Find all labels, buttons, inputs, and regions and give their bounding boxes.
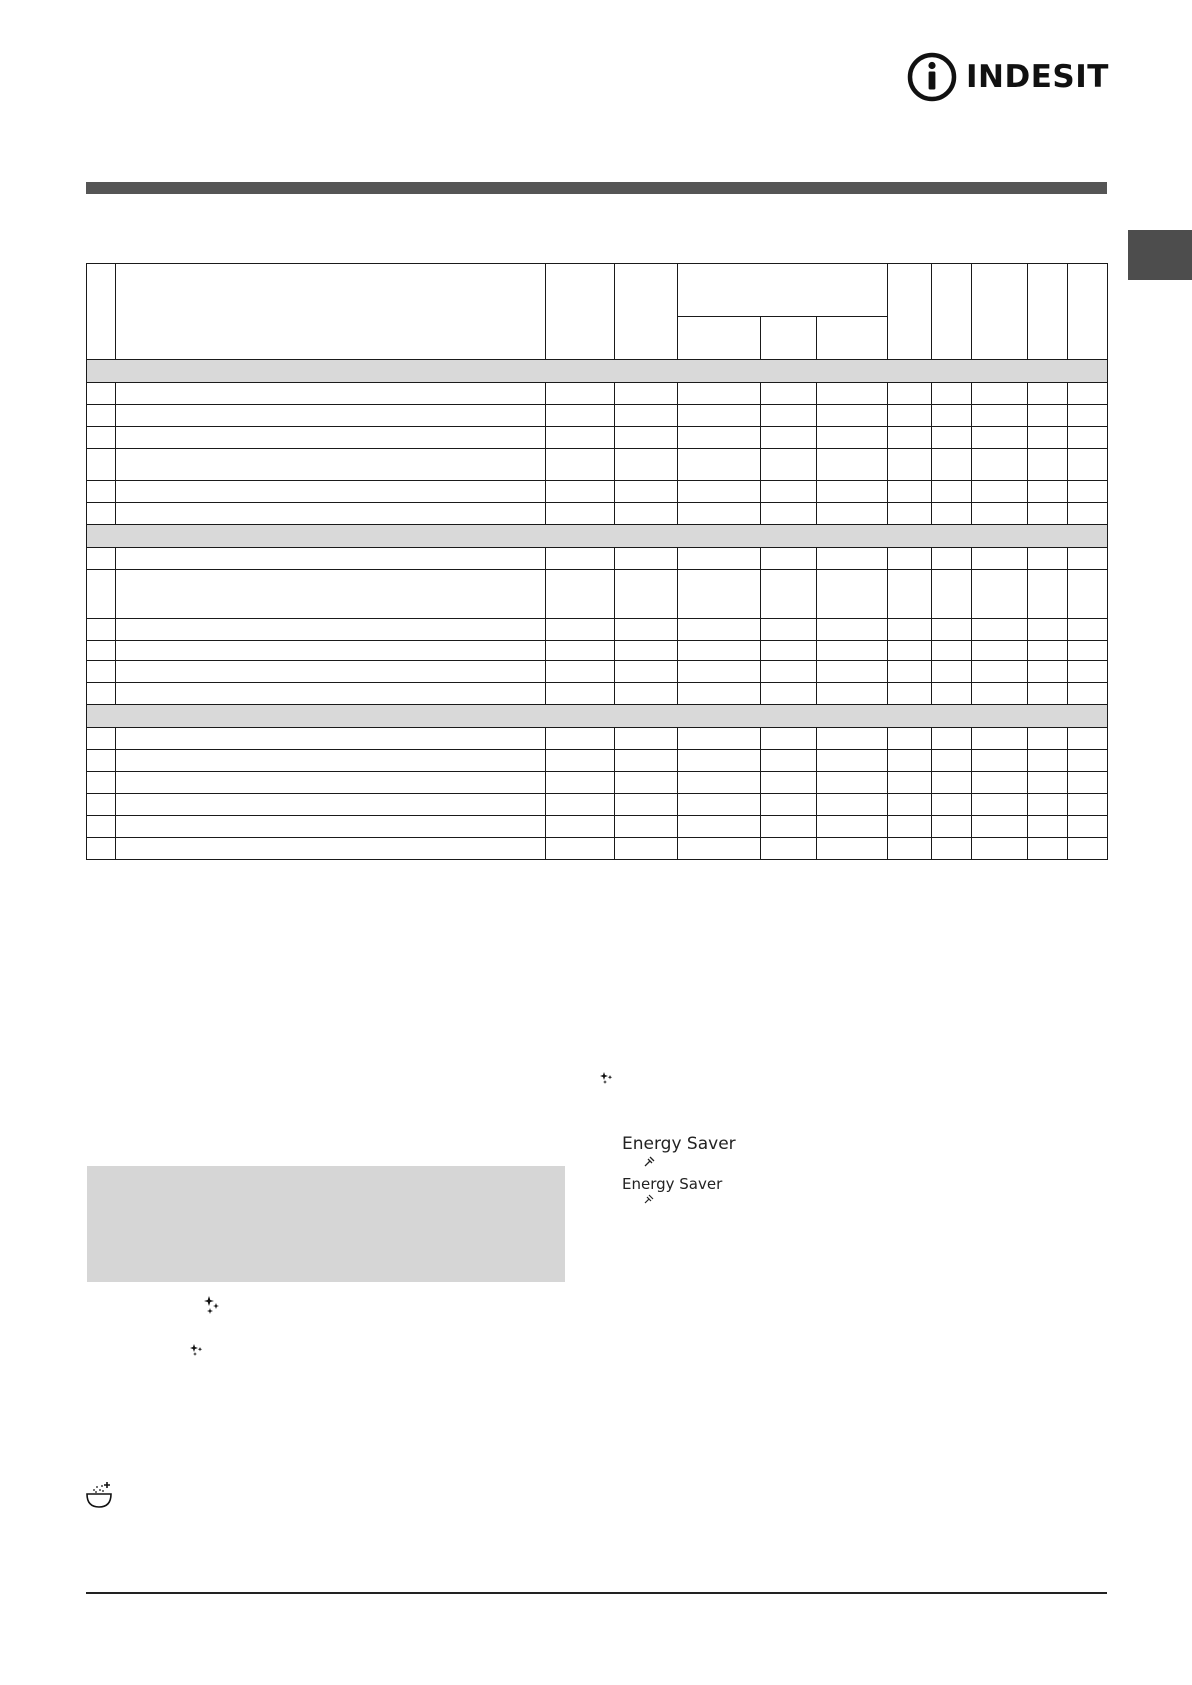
table-cell	[888, 772, 932, 794]
table-row	[87, 794, 1108, 816]
table-row	[87, 481, 1108, 503]
table-cell	[761, 750, 817, 772]
table-cell	[678, 816, 761, 838]
table-cell	[1068, 427, 1108, 449]
table-cell	[761, 548, 817, 570]
table-cell	[615, 661, 678, 683]
table-row	[87, 772, 1108, 794]
table-cell	[817, 449, 888, 481]
plug-leaf-icon	[642, 1153, 668, 1169]
table-cell	[615, 548, 678, 570]
table-cell	[116, 548, 546, 570]
table-cell	[116, 728, 546, 750]
table-cell	[116, 838, 546, 860]
table-cell	[761, 383, 817, 405]
table-cell	[87, 503, 116, 525]
table-cell	[615, 503, 678, 525]
energy-saver-logo-large	[622, 1136, 736, 1169]
table-cell	[972, 728, 1028, 750]
table-cell	[615, 427, 678, 449]
table-cell	[888, 816, 932, 838]
table-cell	[1028, 383, 1068, 405]
table-cell	[546, 661, 615, 683]
table-row	[87, 548, 1108, 570]
table-cell	[932, 683, 972, 705]
header-cell-load	[888, 264, 932, 360]
table-cell	[116, 816, 546, 838]
table-cell	[1028, 570, 1068, 619]
energy-saver-label: Energy Saver	[622, 1134, 736, 1154]
table-cell	[546, 728, 615, 750]
table-cell	[678, 728, 761, 750]
table-cell	[615, 641, 678, 661]
table-cell	[888, 683, 932, 705]
table-cell	[546, 794, 615, 816]
table-cell	[546, 838, 615, 860]
table-cell	[615, 816, 678, 838]
brand-name: INDESIT	[966, 58, 1109, 95]
table-header-row	[87, 264, 1108, 317]
table-cell	[932, 570, 972, 619]
table-cell	[817, 772, 888, 794]
table-cell	[817, 750, 888, 772]
energy-saver-label: Energy Saver	[622, 1175, 723, 1193]
table-cell	[1028, 816, 1068, 838]
table-cell	[817, 816, 888, 838]
header-cell-duration	[1068, 264, 1108, 360]
table-cell	[87, 728, 116, 750]
table-cell	[761, 794, 817, 816]
indesit-i-logo-icon	[906, 51, 958, 103]
table-cell	[932, 772, 972, 794]
table-cell	[116, 383, 546, 405]
table-cell	[87, 661, 116, 683]
table-section-row	[87, 705, 1108, 728]
table-cell	[116, 503, 546, 525]
table-cell	[87, 772, 116, 794]
table-cell	[615, 619, 678, 641]
table-row	[87, 383, 1108, 405]
table-cell	[817, 570, 888, 619]
table-row	[87, 427, 1108, 449]
table-cell	[972, 503, 1028, 525]
table-row	[87, 661, 1108, 683]
table-cell	[87, 838, 116, 860]
table-cell	[888, 641, 932, 661]
table-cell	[615, 449, 678, 481]
programme-table	[86, 263, 1108, 860]
table-cell	[1028, 481, 1068, 503]
table-cell	[972, 772, 1028, 794]
table-cell	[87, 750, 116, 772]
plug-leaf-icon	[642, 1192, 666, 1206]
table-cell	[932, 481, 972, 503]
table-cell	[1028, 619, 1068, 641]
table-cell	[761, 427, 817, 449]
table-cell	[761, 570, 817, 619]
table-cell	[678, 661, 761, 683]
brand-logo	[906, 50, 1109, 104]
stain-sparkle-icon	[203, 1295, 221, 1315]
table-cell	[1068, 548, 1108, 570]
table-cell	[761, 641, 817, 661]
table-cell	[761, 683, 817, 705]
table-cell	[87, 449, 116, 481]
table-cell	[932, 427, 972, 449]
table-cell	[116, 661, 546, 683]
table-cell	[888, 728, 932, 750]
table-cell	[615, 794, 678, 816]
table-cell	[932, 661, 972, 683]
table-cell	[1068, 838, 1108, 860]
table-cell	[1028, 641, 1068, 661]
table-body	[87, 360, 1108, 860]
table-cell	[546, 570, 615, 619]
table-cell	[817, 548, 888, 570]
table-cell	[932, 503, 972, 525]
table-cell	[888, 794, 932, 816]
table-cell	[1068, 503, 1108, 525]
table-cell	[761, 481, 817, 503]
table-cell	[932, 405, 972, 427]
table-cell	[1068, 570, 1108, 619]
header-cell-water	[1028, 264, 1068, 360]
table-cell	[817, 683, 888, 705]
note-box	[87, 1166, 565, 1282]
table-cell	[87, 481, 116, 503]
table-cell	[817, 794, 888, 816]
table-cell	[932, 816, 972, 838]
table-cell	[932, 641, 972, 661]
table-cell	[116, 641, 546, 661]
table-cell	[1068, 750, 1108, 772]
table-cell	[932, 838, 972, 860]
table-cell	[1028, 661, 1068, 683]
table-cell	[1068, 794, 1108, 816]
section-cell	[87, 525, 1108, 548]
table-cell	[761, 661, 817, 683]
table-cell	[546, 816, 615, 838]
table-cell	[87, 794, 116, 816]
table-cell	[546, 683, 615, 705]
table-row	[87, 750, 1108, 772]
table-cell	[932, 728, 972, 750]
table-cell	[1028, 405, 1068, 427]
table-cell	[1028, 838, 1068, 860]
table-cell	[1068, 683, 1108, 705]
table-cell	[87, 427, 116, 449]
table-row	[87, 503, 1108, 525]
header-cell-residual-humidity	[932, 264, 972, 360]
table-cell	[888, 619, 932, 641]
table-cell	[817, 427, 888, 449]
section-cell	[87, 360, 1108, 383]
table-cell	[932, 619, 972, 641]
table-cell	[678, 619, 761, 641]
table-cell	[761, 449, 817, 481]
table-cell	[1028, 772, 1068, 794]
table-cell	[546, 383, 615, 405]
table-cell	[116, 405, 546, 427]
table-cell	[761, 772, 817, 794]
table-row	[87, 405, 1108, 427]
table-cell	[678, 772, 761, 794]
table-cell	[888, 449, 932, 481]
table-cell	[615, 405, 678, 427]
table-cell	[761, 816, 817, 838]
table-cell	[678, 481, 761, 503]
table-cell	[87, 641, 116, 661]
table-cell	[972, 661, 1028, 683]
table-cell	[87, 619, 116, 641]
table-cell	[888, 383, 932, 405]
table-cell	[888, 405, 932, 427]
table-cell	[972, 383, 1028, 405]
energy-saver-logo-small	[622, 1177, 722, 1206]
table-cell	[972, 794, 1028, 816]
table-cell	[972, 548, 1028, 570]
table-cell	[972, 683, 1028, 705]
table-cell	[761, 838, 817, 860]
table-row	[87, 816, 1108, 838]
table-cell	[615, 570, 678, 619]
table-row	[87, 449, 1108, 481]
table-cell	[932, 548, 972, 570]
table-cell	[678, 427, 761, 449]
header-cell-energy	[972, 264, 1028, 360]
table-row	[87, 838, 1108, 860]
table-cell	[1068, 619, 1108, 641]
detergent-bowl-icon	[84, 1480, 114, 1510]
table-cell	[888, 570, 932, 619]
table-cell	[116, 570, 546, 619]
table-cell	[678, 570, 761, 619]
table-cell	[116, 750, 546, 772]
table-cell	[615, 383, 678, 405]
table-cell	[888, 750, 932, 772]
table-cell	[932, 449, 972, 481]
table-cell	[1028, 449, 1068, 481]
table-cell	[546, 619, 615, 641]
table-cell	[678, 548, 761, 570]
table-cell	[817, 619, 888, 641]
table-cell	[761, 728, 817, 750]
table-cell	[1068, 641, 1108, 661]
table-cell	[546, 750, 615, 772]
table-cell	[1068, 449, 1108, 481]
footer-rule	[86, 1592, 1107, 1594]
table-cell	[546, 641, 615, 661]
header-bar	[86, 182, 1107, 194]
table-cell	[1028, 750, 1068, 772]
header-cell-temperature	[546, 264, 615, 360]
table-cell	[817, 641, 888, 661]
table-cell	[678, 641, 761, 661]
table-cell	[116, 683, 546, 705]
table-row	[87, 619, 1108, 641]
subheader-cell-prewash	[678, 317, 761, 360]
table-section-row	[87, 525, 1108, 548]
table-cell	[1028, 427, 1068, 449]
table-cell	[87, 383, 116, 405]
header-cell-programme	[116, 264, 546, 360]
table-cell	[1068, 772, 1108, 794]
table-cell	[972, 641, 1028, 661]
table-cell	[546, 481, 615, 503]
table-cell	[116, 427, 546, 449]
table-row	[87, 570, 1108, 619]
table-cell	[615, 481, 678, 503]
table-cell	[817, 838, 888, 860]
table-cell	[761, 503, 817, 525]
table-cell	[1068, 661, 1108, 683]
table-cell	[1068, 481, 1108, 503]
table-cell	[116, 619, 546, 641]
table-cell	[678, 405, 761, 427]
table-cell	[678, 449, 761, 481]
table-cell	[761, 619, 817, 641]
table-cell	[615, 772, 678, 794]
table-cell	[761, 405, 817, 427]
table-cell	[1028, 683, 1068, 705]
table-cell	[116, 772, 546, 794]
table-cell	[932, 750, 972, 772]
table-cell	[972, 481, 1028, 503]
table-cell	[817, 661, 888, 683]
table-cell	[116, 794, 546, 816]
table-cell	[546, 405, 615, 427]
table-cell	[615, 683, 678, 705]
table-cell	[888, 427, 932, 449]
table-cell	[1068, 383, 1108, 405]
table-cell	[546, 427, 615, 449]
table-cell	[972, 570, 1028, 619]
table-cell	[817, 728, 888, 750]
table-cell	[972, 449, 1028, 481]
table-cell	[1068, 728, 1108, 750]
table-cell	[678, 750, 761, 772]
table-section-row	[87, 360, 1108, 383]
table-cell	[817, 503, 888, 525]
table-cell	[615, 750, 678, 772]
table-cell	[932, 794, 972, 816]
table-cell	[1028, 548, 1068, 570]
table-cell	[87, 405, 116, 427]
table-cell	[972, 405, 1028, 427]
table-row	[87, 641, 1108, 661]
table-cell	[546, 449, 615, 481]
table-cell	[678, 503, 761, 525]
table-cell	[972, 838, 1028, 860]
table-cell	[972, 816, 1028, 838]
table-cell	[87, 816, 116, 838]
table-cell	[972, 619, 1028, 641]
table-cell	[546, 772, 615, 794]
table-cell	[1068, 405, 1108, 427]
subheader-cell-wash	[761, 317, 817, 360]
table-cell	[116, 481, 546, 503]
header-cell-spin	[615, 264, 678, 360]
table-cell	[888, 481, 932, 503]
stain-sparkle-icon	[600, 1071, 614, 1085]
table-cell	[116, 449, 546, 481]
table-cell	[817, 383, 888, 405]
table-row	[87, 683, 1108, 705]
table-cell	[87, 548, 116, 570]
table-cell	[972, 750, 1028, 772]
header-cell-detergents	[678, 264, 888, 317]
table-cell	[932, 383, 972, 405]
table-cell	[615, 728, 678, 750]
table-cell	[678, 838, 761, 860]
table-cell	[678, 383, 761, 405]
table-cell	[888, 838, 932, 860]
table-row	[87, 728, 1108, 750]
table-cell	[1028, 503, 1068, 525]
table-cell	[888, 548, 932, 570]
table-cell	[1028, 794, 1068, 816]
table-cell	[1068, 816, 1108, 838]
table-cell	[87, 570, 116, 619]
table-cell	[817, 481, 888, 503]
table-cell	[888, 503, 932, 525]
table-cell	[678, 683, 761, 705]
language-tab[interactable]	[1128, 230, 1192, 280]
section-cell	[87, 705, 1108, 728]
table-cell	[546, 548, 615, 570]
table-cell	[678, 794, 761, 816]
table-cell	[972, 427, 1028, 449]
table-cell	[1028, 728, 1068, 750]
table-cell	[87, 683, 116, 705]
stain-sparkle-icon	[190, 1343, 204, 1357]
table-cell	[817, 405, 888, 427]
subheader-cell-softener	[817, 317, 888, 360]
table-cell	[888, 661, 932, 683]
table-cell	[615, 838, 678, 860]
header-cell-number	[87, 264, 116, 360]
table-cell	[546, 503, 615, 525]
